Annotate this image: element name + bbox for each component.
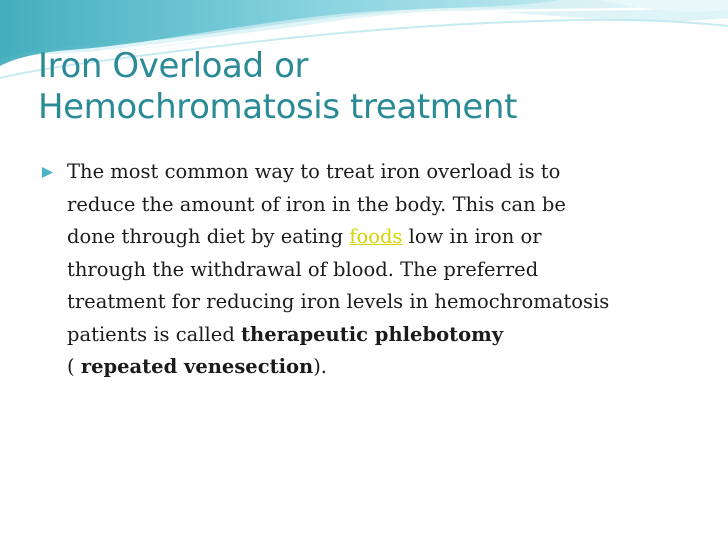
bullet-line-7 — [67, 351, 701, 384]
bullet-line-6-before: patients is called — [67, 322, 242, 346]
bullet-line-1: The most common way to treat iron overload is to — [67, 160, 561, 183]
slide-title — [38, 46, 698, 128]
bullet-line-6 — [67, 319, 701, 352]
bullet-line-4: through the withdrawal of blood. The preferred — [67, 257, 539, 281]
bullet-line-3 — [67, 221, 701, 254]
bullet-line-5: treatment for reducing iron levels in hemochromatosis — [67, 290, 610, 313]
bullet-paragraph — [67, 156, 701, 384]
foods-link[interactable]: foods — [349, 225, 403, 248]
slide-title-line-1: Iron Overload or — [38, 46, 309, 86]
slide-body — [41, 156, 701, 384]
slide-title-line-2: Hemochromatosis treatment — [38, 87, 518, 127]
repeated-venesection-term: repeated venesection — [80, 355, 314, 378]
bullet-line-2: reduce the amount of iron in the body. This can be — [67, 192, 566, 216]
bullet-line-7-open: ( — [67, 355, 81, 378]
bullet-line-7-close: ). — [313, 355, 327, 378]
bullet-line-3-before: done through diet by eating — [67, 225, 350, 248]
bullet-line-3-after: low in iron or — [402, 225, 542, 248]
bullet-icon — [41, 166, 54, 179]
therapeutic-phlebotomy-term: therapeutic phlebotomy — [241, 322, 504, 346]
bullet-item — [41, 156, 701, 384]
